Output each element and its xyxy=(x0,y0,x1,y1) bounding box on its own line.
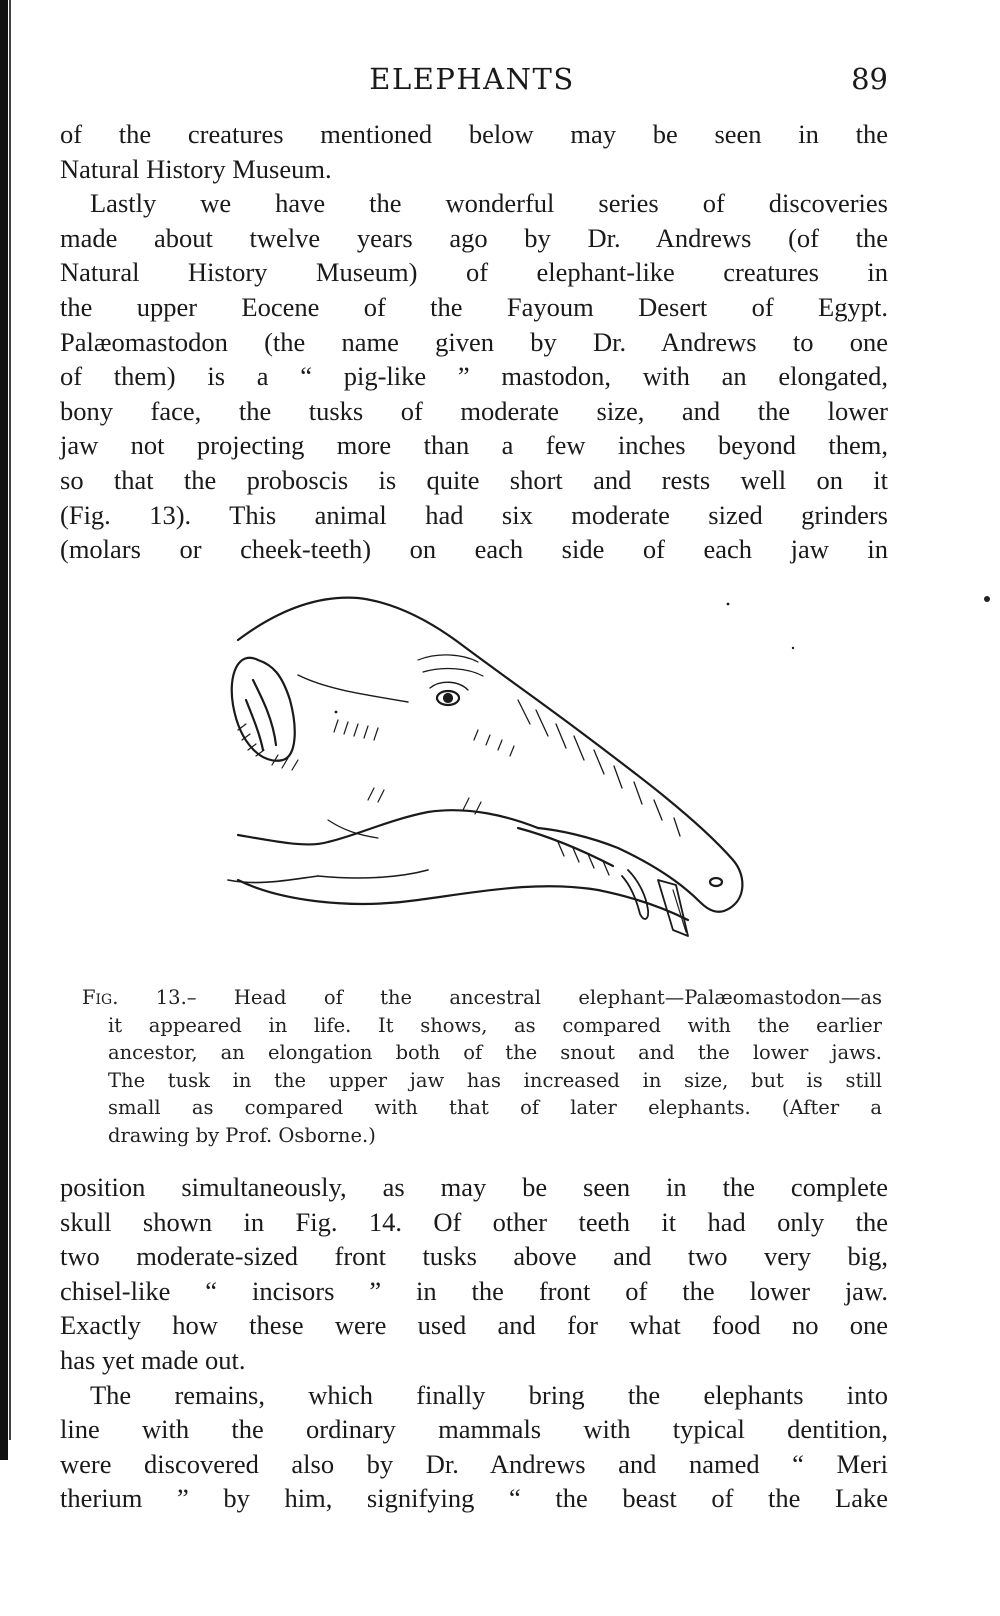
running-header xyxy=(56,58,888,98)
text-block-top xyxy=(60,117,888,567)
text-line: position simultaneously, as may be seen in the complete xyxy=(60,1172,888,1202)
text-line: chisel-like “ incisors ” in the front of the lower jaw. xyxy=(60,1275,888,1306)
caption-line: ancestor, an elongation both of the snout and the lower jaws. xyxy=(108,1041,882,1064)
caption-line: it appeared in life. It shows, as compared with the earlier xyxy=(108,1013,882,1037)
text-block-bottom xyxy=(60,1170,888,1516)
ink-speck xyxy=(984,596,990,602)
text-line: made about twelve years ago by Dr. Andrews (of the xyxy=(60,222,888,253)
text-line: the upper Eocene of the Fayoum Desert of Egypt. xyxy=(60,291,888,322)
text-line: (Fig. 13). This animal had six moderate sized grinders xyxy=(60,499,888,530)
caption-line: drawing by Prof. Osborne.) xyxy=(108,1123,376,1147)
text-line: (molars or cheek-teeth) on each side of each jaw in xyxy=(60,534,888,565)
text-line: Palæomastodon (the name given by Dr. Andrews to one xyxy=(60,326,888,357)
text-line: line with the ordinary mammals with typical dentition, xyxy=(60,1414,888,1445)
text-line: bony face, the tusks of moderate size, and the lower xyxy=(60,395,888,426)
text-line: has yet made out. xyxy=(60,1344,246,1375)
text-line: two moderate-sized front tusks above and two very big, xyxy=(60,1241,888,1272)
text-line: of the creatures mentioned below may be seen in the xyxy=(60,119,888,149)
text-line: Natural History Museum) of elephant-like creatures in xyxy=(60,257,888,288)
page-binding-shadow xyxy=(9,0,11,1440)
elephant-head-illustration xyxy=(218,580,798,960)
caption-text: Head of the ancestral elephant—Palæomastodon—as xyxy=(233,986,883,1009)
text-line: were discovered also by Dr. Andrews and named “ Meri xyxy=(60,1448,888,1479)
text-line: The remains, which finally bring the elephants into xyxy=(90,1379,888,1410)
caption-label: Fig. 13.– xyxy=(82,986,197,1009)
text-line: of them) is a “ pig-like ” mastodon, with an elongated, xyxy=(60,361,888,392)
text-line: so that the proboscis is quite short and rests well on it xyxy=(60,464,888,495)
running-title: ELEPHANTS xyxy=(369,62,575,96)
caption-line: The tusk in the upper jaw has increased in size, but is still xyxy=(108,1068,882,1092)
page-binding-edge xyxy=(0,0,8,1460)
text-line: therium ” by him, signifying “ the beast of the Lake xyxy=(60,1483,888,1514)
text-line: jaw not projecting more than a few inches beyond them, xyxy=(60,430,888,461)
text-line: skull shown in Fig. 14. Of other teeth it had only the xyxy=(60,1206,888,1237)
page-number: 89 xyxy=(851,62,888,96)
caption-line xyxy=(82,984,882,1012)
text-line: Exactly how these were used and for what food no one xyxy=(60,1310,888,1341)
figure-caption xyxy=(82,984,882,1149)
text-line: Lastly we have the wonderful series of discoveries xyxy=(90,188,888,219)
caption-line: small as compared with that of later elephants. (After a xyxy=(108,1096,882,1119)
text-line: Natural History Museum. xyxy=(60,153,332,184)
